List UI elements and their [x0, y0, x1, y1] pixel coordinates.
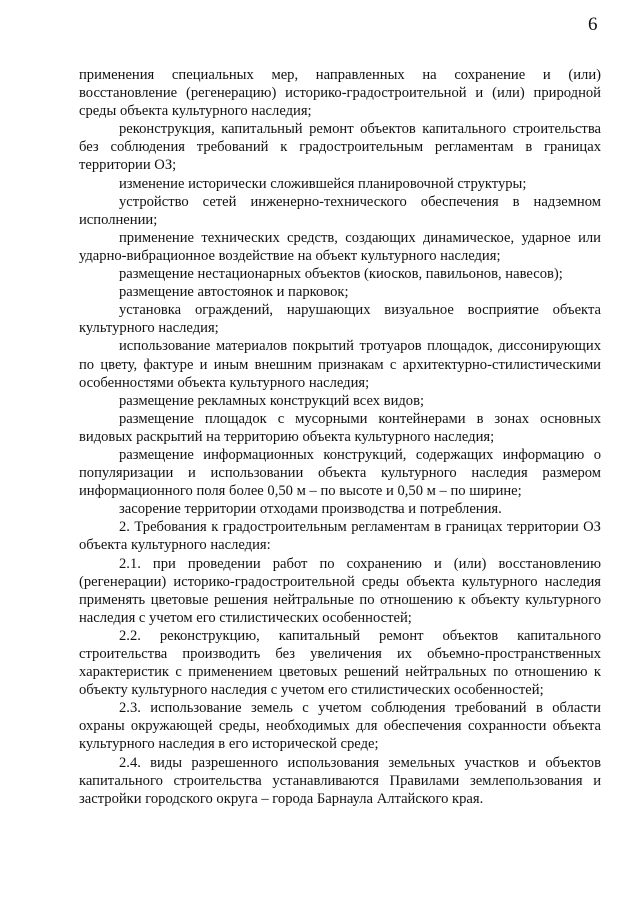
paragraph-2-1: 2.1. при проведении работ по сохранению и (или) восстановлению (регенерации) историко-градостроительной среды объекта культурного наследия применять цветовые решения нейтральные по отношению к объекту культурного наследия с учетом его стилистических особенностей; — [79, 555, 601, 626]
paragraph-2-4: 2.4. виды разрешенного использования земельных участков и объектов капитального строительства устанавливаются Правилами землепользования и застройки городского округа – города Барнаула Алтайского края. — [79, 754, 601, 807]
section-2-heading: 2. Требования к градостроительным регламентам в границах территории ОЗ объекта культурного наследия: — [79, 519, 601, 554]
paragraph-12: засорение территории отходами производства и потребления. — [119, 501, 502, 518]
paragraph-2-3: 2.3. использование земель с учетом соблюдения требований в области охраны окружающей среды, необходимых для обеспечения сохранности объекта культурного наследия в его исторической среде; — [79, 700, 601, 753]
paragraph-8: использование материалов покрытий тротуаров площадок, диссонирующих по цвету, фактуре и иным внешним признакам с архитектурно-стилистическими особенностями объекта культурного наследия; — [79, 338, 601, 391]
paragraph-7: установка ограждений, нарушающих визуальное восприятие объекта культурного наследия; — [79, 302, 601, 337]
paragraph-2: изменение исторически сложившейся планировочной структуры; — [119, 175, 527, 192]
paragraph-6: размещение автостоянок и парковок; — [119, 284, 349, 301]
paragraph-11: размещение информационных конструкций, содержащих информацию о популяризации и использовании объекта культурного наследия размером информационного поля более 0,50 м – по высоте и 0,50 м – по ширине; — [79, 446, 601, 500]
paragraph-1: реконструкция, капитальный ремонт объектов капитального строительства без соблюдения требований к градостроительным регламентам в границах территории ОЗ; — [79, 121, 601, 174]
paragraph-2-2: 2.2. реконструкцию, капитальный ремонт объектов капитального строительства производить без увеличения их объемно-пространственных характеристик с применением цветовых решений нейтральных по отношению к объекту культурного наследия с учетом его стилистических особенностей; — [79, 627, 601, 699]
document-body — [79, 66, 601, 808]
paragraph-0: применения специальных мер, направленных на сохранение и (или) восстановление (регенерацию) историко-градостроительной и (или) природной среды объекта культурного наследия; — [79, 67, 601, 120]
paragraph-4: применение технических средств, создающих динамическое, ударное или ударно-вибрационное воздействие на объект культурного наследия; — [79, 229, 601, 264]
paragraph-10: размещение площадок с мусорными контейнерами в зонах основных видовых раскрытий на территорию объекта культурного наследия; — [79, 410, 601, 445]
paragraph-9: размещение рекламных конструкций всех видов; — [119, 392, 425, 409]
paragraph-5: размещение нестационарных объектов (киосков, павильонов, навесов); — [119, 266, 563, 283]
paragraph-3: устройство сетей инженерно-технического обеспечения в надземном исполнении; — [79, 193, 601, 228]
page-number: 6 — [588, 14, 598, 35]
